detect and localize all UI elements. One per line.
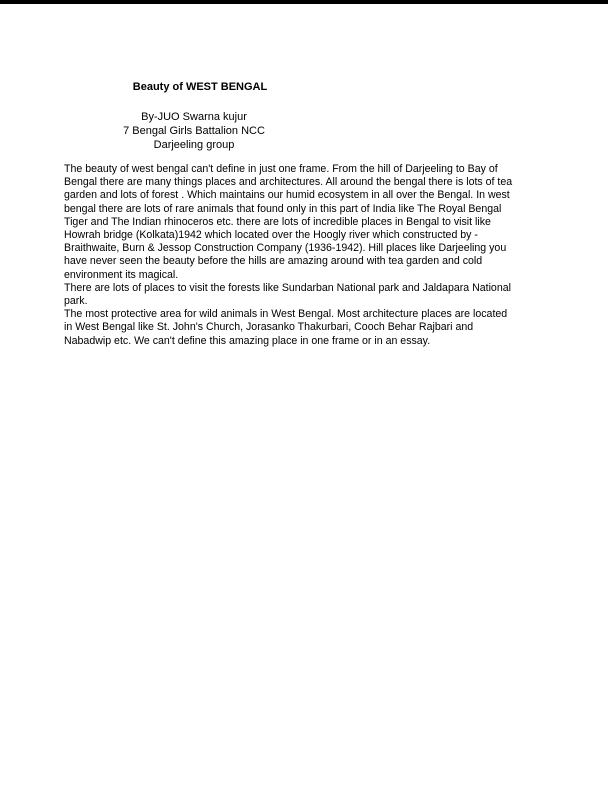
body-line: bengal there are lots of rare animals that found only in this part of India like The Royal Bengal: [64, 202, 502, 215]
body-line: have never seen the beauty before the hills are amazing around with tea garden and cold: [64, 255, 483, 268]
body-line: Tiger and The Indian rhinoceros etc. there are lots of incredible places in Bengal to visit like: [64, 215, 491, 228]
author-byline: [0, 110, 388, 152]
body-line: Howrah bridge (Kolkata)1942 which located over the Hoogly river which constructed by -: [64, 229, 478, 242]
body-line: garden and lots of forest . Which maintains our humid ecosystem in all over the Bengal. In west: [64, 189, 510, 202]
body-line: environment its magical.: [64, 268, 179, 281]
body-line: Bengal there are many things places and architectures. All around the bengal there is lots of tea: [64, 176, 513, 189]
body-line: park.: [64, 295, 88, 308]
body-line: Nabadwip etc. We can't define this amazing place in one frame or in an essay.: [64, 334, 431, 347]
body-line: The beauty of west bengal can't define in just one frame. From the hill of Darjeeling to Bay of: [64, 163, 498, 175]
body-line: Braithwaite, Burn & Jessop Construction Company (1936-1942). Hill places like Darjeeling you: [64, 242, 507, 255]
document-page: [0, 4, 608, 803]
document-title: Beauty of WEST BENGAL: [132, 81, 268, 93]
essay-body: [64, 163, 554, 348]
byline-group: Darjeeling group: [153, 139, 235, 151]
body-line: The most protective area for wild animals in West Bengal. Most architecture places are located: [64, 308, 508, 321]
byline-battalion: 7 Bengal Girls Battalion NCC: [123, 125, 265, 137]
body-line: There are lots of places to visit the forests like Sundarban National park and Jaldapara National: [64, 281, 511, 294]
body-line: in West Bengal like St. John's Church, Jorasanko Thakurbari, Cooch Behar Rajbari and: [64, 321, 474, 334]
byline-author: By-JUO Swarna kujur: [141, 111, 247, 123]
